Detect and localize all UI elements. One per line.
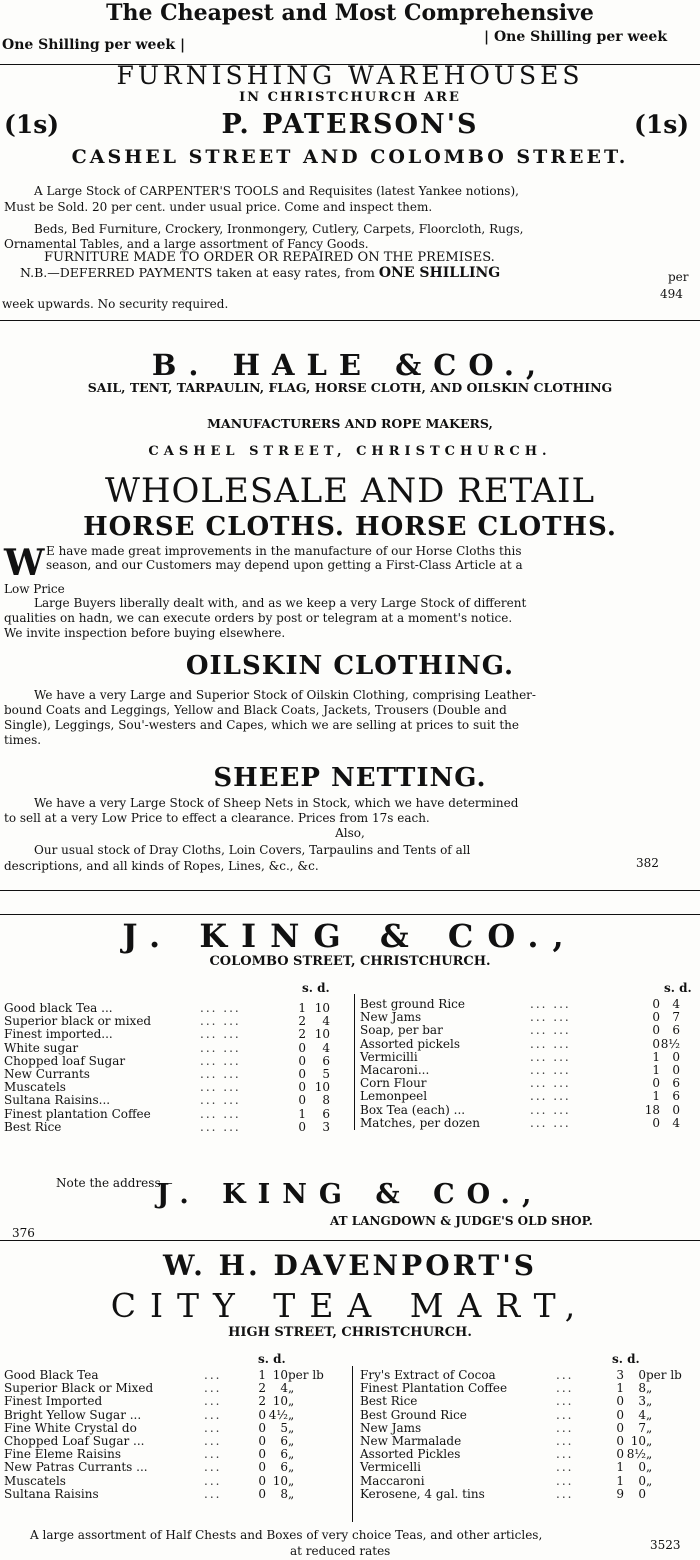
item-name: Best ground Rice bbox=[360, 997, 466, 1011]
price-unit: „ bbox=[288, 1447, 295, 1462]
price-pence: 8½ bbox=[626, 1447, 646, 1462]
price-row bbox=[4, 1409, 334, 1422]
dav-sd-left: s. d. bbox=[258, 1352, 286, 1366]
price-shillings: 1 bbox=[298, 1106, 306, 1121]
price-row bbox=[360, 1395, 692, 1408]
leader-dots: ... ... bbox=[530, 1023, 571, 1038]
leader-dots: ... ... bbox=[200, 1014, 241, 1029]
price-row bbox=[360, 1488, 692, 1501]
price-shillings: 0 bbox=[616, 1394, 624, 1409]
price-pence: 0 bbox=[672, 1102, 680, 1117]
leader-dots: ... bbox=[556, 1447, 574, 1462]
king-sd-left: s. d. bbox=[302, 981, 330, 995]
price-pence: 4 bbox=[638, 1407, 646, 1422]
price-shillings: 0 bbox=[258, 1486, 266, 1501]
beds-line-2: Ornamental Tables, and a large assortment of Fancy Goods. bbox=[4, 237, 369, 251]
price-pence: 0 bbox=[638, 1368, 646, 1382]
price-pence: 4 bbox=[280, 1381, 288, 1396]
price-shillings: 2 bbox=[258, 1394, 266, 1409]
price-pence: 4 bbox=[322, 1040, 330, 1055]
top-heading: The Cheapest and Most Comprehensive bbox=[106, 0, 594, 26]
price-pence: 10 bbox=[272, 1394, 288, 1409]
price-pence: 4½ bbox=[268, 1407, 288, 1422]
price-shillings: 0 bbox=[652, 1076, 660, 1091]
item-name: Assorted Pickles bbox=[360, 1447, 461, 1462]
leader-dots: ... ... bbox=[530, 1089, 571, 1104]
horse-p2-c: We invite inspection before buying elsewhere. bbox=[4, 626, 286, 640]
price-shillings: 1 bbox=[652, 1049, 660, 1064]
item-name: New Jams bbox=[360, 1010, 422, 1025]
price-pence: 10 bbox=[314, 1027, 330, 1042]
hale-line-1: SAIL, TENT, TARPAULIN, FLAG, HORSE CLOTH, AND OILSKIN CLOTHING bbox=[87, 380, 613, 395]
price-right: (1s) bbox=[634, 110, 690, 139]
divider bbox=[0, 1240, 700, 1241]
davenport-address: HIGH STREET, CHRISTCHURCH. bbox=[228, 1325, 472, 1340]
also: Also, bbox=[335, 826, 365, 840]
leader-dots: ... bbox=[556, 1486, 574, 1501]
price-left: (1s) bbox=[4, 110, 60, 139]
item-name: Muscatels bbox=[4, 1473, 66, 1488]
price-unit: „ bbox=[646, 1447, 653, 1462]
price-row bbox=[4, 1108, 330, 1121]
price-shillings: 1 bbox=[298, 1001, 306, 1015]
price-unit: „ bbox=[288, 1486, 295, 1501]
price-unit: „ bbox=[288, 1407, 295, 1422]
price-shillings: 9 bbox=[616, 1486, 624, 1501]
price-unit: „ bbox=[288, 1394, 295, 1409]
price-unit: „ bbox=[288, 1434, 295, 1449]
item-name: Good Black Tea bbox=[4, 1368, 99, 1382]
price-row bbox=[4, 1488, 334, 1501]
price-shillings: 0 bbox=[616, 1447, 624, 1462]
item-name: Corn Flour bbox=[360, 1076, 427, 1091]
leader-dots: ... ... bbox=[200, 1093, 241, 1108]
price-unit: „ bbox=[646, 1434, 653, 1449]
price-shillings: 0 bbox=[258, 1434, 266, 1449]
price-pence: 5 bbox=[280, 1420, 288, 1435]
item-name: Superior Black or Mixed bbox=[4, 1381, 154, 1396]
nb-shilling: ONE SHILLING bbox=[378, 265, 501, 281]
price-pence: 0 bbox=[638, 1460, 646, 1475]
king-sd-right: s. d. bbox=[664, 981, 692, 995]
horse-p1-c: Low Price bbox=[4, 582, 65, 596]
item-name: Fine Eleme Raisins bbox=[4, 1447, 121, 1462]
price-pence: 10 bbox=[630, 1434, 646, 1449]
leader-dots: ... bbox=[556, 1394, 574, 1409]
price-shillings: 0 bbox=[298, 1080, 306, 1095]
king-left-list bbox=[4, 1002, 330, 1134]
price-pence: 4 bbox=[672, 997, 680, 1011]
leader-dots: ... bbox=[204, 1473, 222, 1488]
oil-line-1: We have a very Large and Superior Stock of Oilskin Clothing, comprising Leather- bbox=[34, 688, 536, 702]
price-shillings: 0 bbox=[258, 1473, 266, 1488]
item-name: Sultana Raisins bbox=[4, 1486, 99, 1501]
paterson-name: P. PATERSON'S bbox=[221, 109, 479, 140]
in-city: IN CHRISTCHURCH ARE bbox=[239, 90, 461, 105]
price-pence: 0 bbox=[672, 1049, 680, 1064]
footer-line-1: A large assortment of Half Chests and Boxes of very choice Teas, and other articles, bbox=[30, 1528, 543, 1542]
leader-dots: ... bbox=[204, 1434, 222, 1449]
price-row bbox=[4, 1042, 330, 1055]
item-name: Macaroni... bbox=[360, 1063, 430, 1078]
price-shillings: 0 bbox=[616, 1420, 624, 1435]
leader-dots: ... bbox=[204, 1420, 222, 1435]
price-unit: „ bbox=[646, 1420, 653, 1435]
price-pence: 6 bbox=[672, 1023, 680, 1038]
price-pence: 10 bbox=[272, 1473, 288, 1488]
price-pence: 8 bbox=[322, 1093, 330, 1108]
price-row bbox=[4, 1475, 334, 1488]
divider bbox=[0, 320, 700, 321]
price-unit bbox=[646, 1488, 692, 1501]
divider bbox=[0, 890, 700, 891]
item-name: New Jams bbox=[360, 1420, 422, 1435]
price-unit: „ bbox=[646, 1460, 653, 1475]
item-name: Vermicelli bbox=[360, 1460, 421, 1475]
leader-dots: ... ... bbox=[530, 1010, 571, 1025]
leader-dots: ... ... bbox=[530, 1102, 571, 1117]
item-name: Maccaroni bbox=[360, 1473, 425, 1488]
tools-line-2: Must be Sold. 20 per cent. under usual price. Come and inspect them. bbox=[4, 200, 433, 214]
king-right-list bbox=[360, 998, 680, 1130]
oil-line-2: bound Coats and Leggings, Yellow and Black Coats, Jackets, Trousers (Double and bbox=[4, 703, 507, 717]
price-pence: 6 bbox=[322, 1106, 330, 1121]
price-pence: 0 bbox=[672, 1063, 680, 1078]
price-shillings: 1 bbox=[616, 1473, 624, 1488]
item-name: Muscatels bbox=[4, 1080, 66, 1095]
price-shillings: 0 bbox=[258, 1407, 266, 1422]
leader-dots: ... ... bbox=[200, 1067, 241, 1082]
horse-p2-a: Large Buyers liberally dealt with, and as we keep a very Large Stock of different bbox=[34, 596, 527, 610]
leader-dots: ... ... bbox=[530, 997, 571, 1011]
dray-line-1: Our usual stock of Dray Cloths, Loin Covers, Tarpaulins and Tents of all bbox=[34, 843, 471, 857]
price-unit: „ bbox=[288, 1473, 295, 1488]
price-shillings: 0 bbox=[258, 1420, 266, 1435]
price-shillings: 0 bbox=[298, 1093, 306, 1108]
price-row bbox=[4, 1121, 330, 1134]
king-note: Note the address— bbox=[56, 1176, 173, 1190]
price-pence: 7 bbox=[672, 1010, 680, 1025]
leader-dots: ... ... bbox=[200, 1080, 241, 1095]
price-row bbox=[360, 1117, 680, 1130]
item-name: White sugar bbox=[4, 1040, 79, 1055]
price-shillings: 0 bbox=[298, 1067, 306, 1082]
leader-dots: ... bbox=[204, 1394, 222, 1409]
leader-dots: ... ... bbox=[200, 1053, 241, 1068]
horse-cloths-heading: HORSE CLOTHS. HORSE CLOTHS. bbox=[83, 512, 617, 542]
furnishing-title: FURNISHING WAREHOUSES bbox=[116, 61, 584, 90]
leader-dots: ... bbox=[204, 1407, 222, 1422]
leader-dots: ... ... bbox=[530, 1036, 571, 1051]
item-name: New Currants bbox=[4, 1067, 90, 1082]
leader-dots: ... bbox=[204, 1486, 222, 1501]
price-unit: „ bbox=[646, 1394, 653, 1409]
price-shillings: 1 bbox=[258, 1368, 266, 1382]
price-row bbox=[360, 1475, 692, 1488]
oilskin-heading: OILSKIN CLOTHING. bbox=[185, 651, 515, 681]
hale-line-2: MANUFACTURERS AND ROPE MAKERS, bbox=[207, 416, 493, 431]
price-unit: per lb bbox=[288, 1368, 324, 1382]
horse-p1-a: E have made great improvements in the manufacture of our Horse Cloths this bbox=[46, 544, 522, 558]
price-pence: 6 bbox=[672, 1076, 680, 1091]
price-row bbox=[4, 1395, 334, 1408]
price-shillings: 18 bbox=[644, 1102, 660, 1117]
leader-dots: ... bbox=[556, 1420, 574, 1435]
item-name: Soap, per bar bbox=[360, 1023, 443, 1038]
price-shillings: 2 bbox=[298, 1027, 306, 1042]
nb-per: per bbox=[668, 270, 689, 284]
leader-dots: ... ... bbox=[530, 1076, 571, 1091]
price-pence: 10 bbox=[314, 1001, 330, 1015]
price-unit: „ bbox=[646, 1473, 653, 1488]
leader-dots: ... bbox=[556, 1381, 574, 1396]
item-name: Best Rice bbox=[4, 1119, 62, 1134]
item-name: Chopped Loaf Sugar ... bbox=[4, 1434, 145, 1449]
davenport-right-list bbox=[360, 1369, 692, 1501]
price-pence: 10 bbox=[272, 1368, 288, 1382]
leader-dots: ... bbox=[556, 1434, 574, 1449]
price-pence: 3 bbox=[638, 1394, 646, 1409]
price-shillings: 2 bbox=[258, 1381, 266, 1396]
item-name: Good black Tea ... bbox=[4, 1001, 113, 1015]
item-name: Fry's Extract of Cocoa bbox=[360, 1368, 496, 1382]
item-name: Vermicilli bbox=[360, 1049, 418, 1064]
price-shillings: 0 bbox=[298, 1119, 306, 1134]
sheep-line-2: to sell at a very Low Price to effect a clearance. Prices from 17s each. bbox=[4, 811, 430, 825]
footer-line-2: at reduced rates bbox=[290, 1544, 391, 1558]
price-shillings: 0 bbox=[616, 1434, 624, 1449]
nb-text: N.B.—DEFERRED PAYMENTS taken at easy rates, from bbox=[20, 265, 375, 280]
item-name: Bright Yellow Sugar ... bbox=[4, 1407, 142, 1422]
price-shillings: 2 bbox=[298, 1014, 306, 1029]
price-shillings: 0 bbox=[652, 1036, 660, 1051]
shilling-left: One Shilling per week | bbox=[2, 37, 186, 53]
price-pence: 0 bbox=[638, 1473, 646, 1488]
price-shillings: 0 bbox=[616, 1407, 624, 1422]
price-unit: „ bbox=[288, 1381, 295, 1396]
leader-dots: ... bbox=[204, 1460, 222, 1475]
price-pence: 5 bbox=[322, 1067, 330, 1082]
leader-dots: ... bbox=[204, 1368, 222, 1382]
item-name: Box Tea (each) ... bbox=[360, 1102, 466, 1117]
price-shillings: 1 bbox=[616, 1460, 624, 1475]
streets: CASHEL STREET AND COLOMBO STREET. bbox=[71, 146, 629, 168]
item-name: Finest imported... bbox=[4, 1027, 113, 1042]
item-name: Finest Imported bbox=[4, 1394, 103, 1409]
column-rule bbox=[354, 994, 355, 1130]
price-shillings: 0 bbox=[258, 1447, 266, 1462]
leader-dots: ... ... bbox=[530, 1063, 571, 1078]
price-pence: 6 bbox=[280, 1447, 288, 1462]
price-shillings: 0 bbox=[298, 1053, 306, 1068]
leader-dots: ... ... bbox=[200, 1040, 241, 1055]
leader-dots: ... bbox=[556, 1460, 574, 1475]
sheep-heading: SHEEP NETTING. bbox=[213, 763, 487, 793]
davenport-ref: 3523 bbox=[650, 1538, 681, 1552]
price-pence: 4 bbox=[672, 1115, 680, 1130]
leader-dots: ... bbox=[556, 1368, 574, 1382]
item-name: Best Rice bbox=[360, 1394, 418, 1409]
item-name: Superior black or mixed bbox=[4, 1014, 152, 1029]
price-pence: 10 bbox=[314, 1080, 330, 1095]
dray-line-2: descriptions, and all kinds of Ropes, Lines, &c., &c. bbox=[4, 859, 319, 873]
paterson-ref: 494 bbox=[660, 287, 683, 301]
item-name: New Patras Currants ... bbox=[4, 1460, 148, 1475]
drop-cap: W bbox=[4, 542, 45, 584]
leader-dots: ... bbox=[556, 1407, 574, 1422]
price-row bbox=[360, 1409, 692, 1422]
beds-line-1: Beds, Bed Furniture, Crockery, Ironmongery, Cutlery, Carpets, Floorcloth, Rugs, bbox=[34, 222, 524, 236]
leader-dots: ... ... bbox=[530, 1049, 571, 1064]
divider bbox=[0, 914, 700, 915]
price-shillings: 1 bbox=[652, 1089, 660, 1104]
horse-p1-b: season, and our Customers may depend upon getting a First-Class Article at a bbox=[46, 558, 523, 572]
nb-line bbox=[20, 266, 500, 280]
oil-line-4: times. bbox=[4, 733, 42, 747]
leader-dots: ... ... bbox=[530, 1115, 571, 1130]
price-shillings: 1 bbox=[616, 1381, 624, 1396]
hale-name: B. HALE &CO., bbox=[151, 348, 549, 382]
price-pence: 3 bbox=[322, 1119, 330, 1134]
price-shillings: 0 bbox=[258, 1460, 266, 1475]
item-name: Matches, per dozen bbox=[360, 1115, 480, 1130]
price-shillings: 0 bbox=[652, 1023, 660, 1038]
old-shop: AT LANGDOWN & JUDGE'S OLD SHOP. bbox=[330, 1214, 593, 1228]
price-shillings: 0 bbox=[652, 1010, 660, 1025]
price-shillings: 0 bbox=[652, 1115, 660, 1130]
oil-line-3: Single), Leggings, Sou'-westers and Capes, which we are selling at prices to suit the bbox=[4, 718, 519, 732]
price-shillings: 1 bbox=[652, 1063, 660, 1078]
leader-dots: ... ... bbox=[200, 1106, 241, 1121]
item-name: Assorted pickels bbox=[360, 1036, 460, 1051]
wholesale-heading: WHOLESALE AND RETAIL bbox=[104, 471, 596, 511]
price-pence: 6 bbox=[322, 1053, 330, 1068]
city-tea-mart: CITY TEA MART, bbox=[110, 1286, 590, 1325]
made-to-order: FURNITURE MADE TO ORDER OR REPAIRED ON THE PREMISES. bbox=[44, 250, 495, 265]
price-shillings: 3 bbox=[616, 1368, 624, 1382]
item-name: Chopped loaf Sugar bbox=[4, 1053, 126, 1068]
king-address: COLOMBO STREET, CHRISTCHURCH. bbox=[209, 954, 491, 969]
price-pence: 6 bbox=[280, 1460, 288, 1475]
hale-line-3: CASHEL STREET, CHRISTCHURCH. bbox=[148, 444, 552, 459]
price-unit: „ bbox=[646, 1407, 653, 1422]
item-name: Lemonpeel bbox=[360, 1089, 428, 1104]
price-unit: per lb bbox=[646, 1368, 682, 1382]
price-row bbox=[360, 1090, 680, 1103]
price-pence: 8 bbox=[638, 1381, 646, 1396]
price-row bbox=[360, 1024, 680, 1037]
price-unit: „ bbox=[288, 1460, 295, 1475]
leader-dots: ... bbox=[556, 1473, 574, 1488]
price-row bbox=[4, 1461, 334, 1474]
king-name: J. KING & CO., bbox=[122, 917, 578, 955]
price-row bbox=[360, 1104, 680, 1117]
column-rule bbox=[352, 1366, 353, 1522]
sheep-line-1: We have a very Large Stock of Sheep Nets in Stock, which we have determined bbox=[34, 796, 519, 810]
item-name: Finest plantation Coffee bbox=[4, 1106, 151, 1121]
item-name: Sultana Raisins... bbox=[4, 1093, 111, 1108]
item-name: Fine White Crystal do bbox=[4, 1420, 137, 1435]
leader-dots: ... ... bbox=[200, 1001, 241, 1015]
item-name: Finest Plantation Coffee bbox=[360, 1381, 508, 1396]
price-row bbox=[360, 1038, 680, 1051]
price-row bbox=[360, 1461, 692, 1474]
price-pence: 8 bbox=[280, 1486, 288, 1501]
horse-p2-b: qualities on hadn, we can execute orders by post or telegram at a moment's notice. bbox=[4, 611, 513, 625]
price-row bbox=[4, 1094, 330, 1107]
price-pence: 6 bbox=[672, 1089, 680, 1104]
davenport-left-list bbox=[4, 1369, 334, 1501]
price-pence: 6 bbox=[280, 1434, 288, 1449]
price-unit: „ bbox=[288, 1420, 295, 1435]
leader-dots: ... bbox=[204, 1447, 222, 1462]
leader-dots: ... bbox=[204, 1381, 222, 1396]
shilling-right: | One Shilling per week bbox=[484, 29, 668, 45]
price-pence: 0 bbox=[638, 1486, 646, 1501]
leader-dots: ... ... bbox=[200, 1027, 241, 1042]
price-shillings: 0 bbox=[652, 997, 660, 1011]
item-name: New Marmalade bbox=[360, 1434, 462, 1449]
item-name: Best Ground Rice bbox=[360, 1407, 467, 1422]
item-name: Kerosene, 4 gal. tins bbox=[360, 1486, 485, 1501]
price-pence: 8½ bbox=[660, 1036, 680, 1051]
price-row bbox=[4, 1028, 330, 1041]
nb-line-2: week upwards. No security required. bbox=[2, 297, 229, 311]
dav-sd-right: s. d. bbox=[612, 1352, 640, 1366]
price-shillings: 0 bbox=[298, 1040, 306, 1055]
king-name-repeat: J. KING & CO., bbox=[156, 1179, 544, 1210]
price-pence: 7 bbox=[638, 1420, 646, 1435]
tools-line-1: A Large Stock of CARPENTER'S TOOLS and Requisites (latest Yankee notions), bbox=[34, 184, 519, 198]
davenport-name: W. H. DAVENPORT'S bbox=[162, 1249, 537, 1282]
king-ref: 376 bbox=[12, 1226, 35, 1240]
leader-dots: ... ... bbox=[200, 1119, 241, 1134]
price-unit: „ bbox=[646, 1381, 653, 1396]
hale-ref: 382 bbox=[636, 856, 659, 870]
price-pence: 4 bbox=[322, 1014, 330, 1029]
